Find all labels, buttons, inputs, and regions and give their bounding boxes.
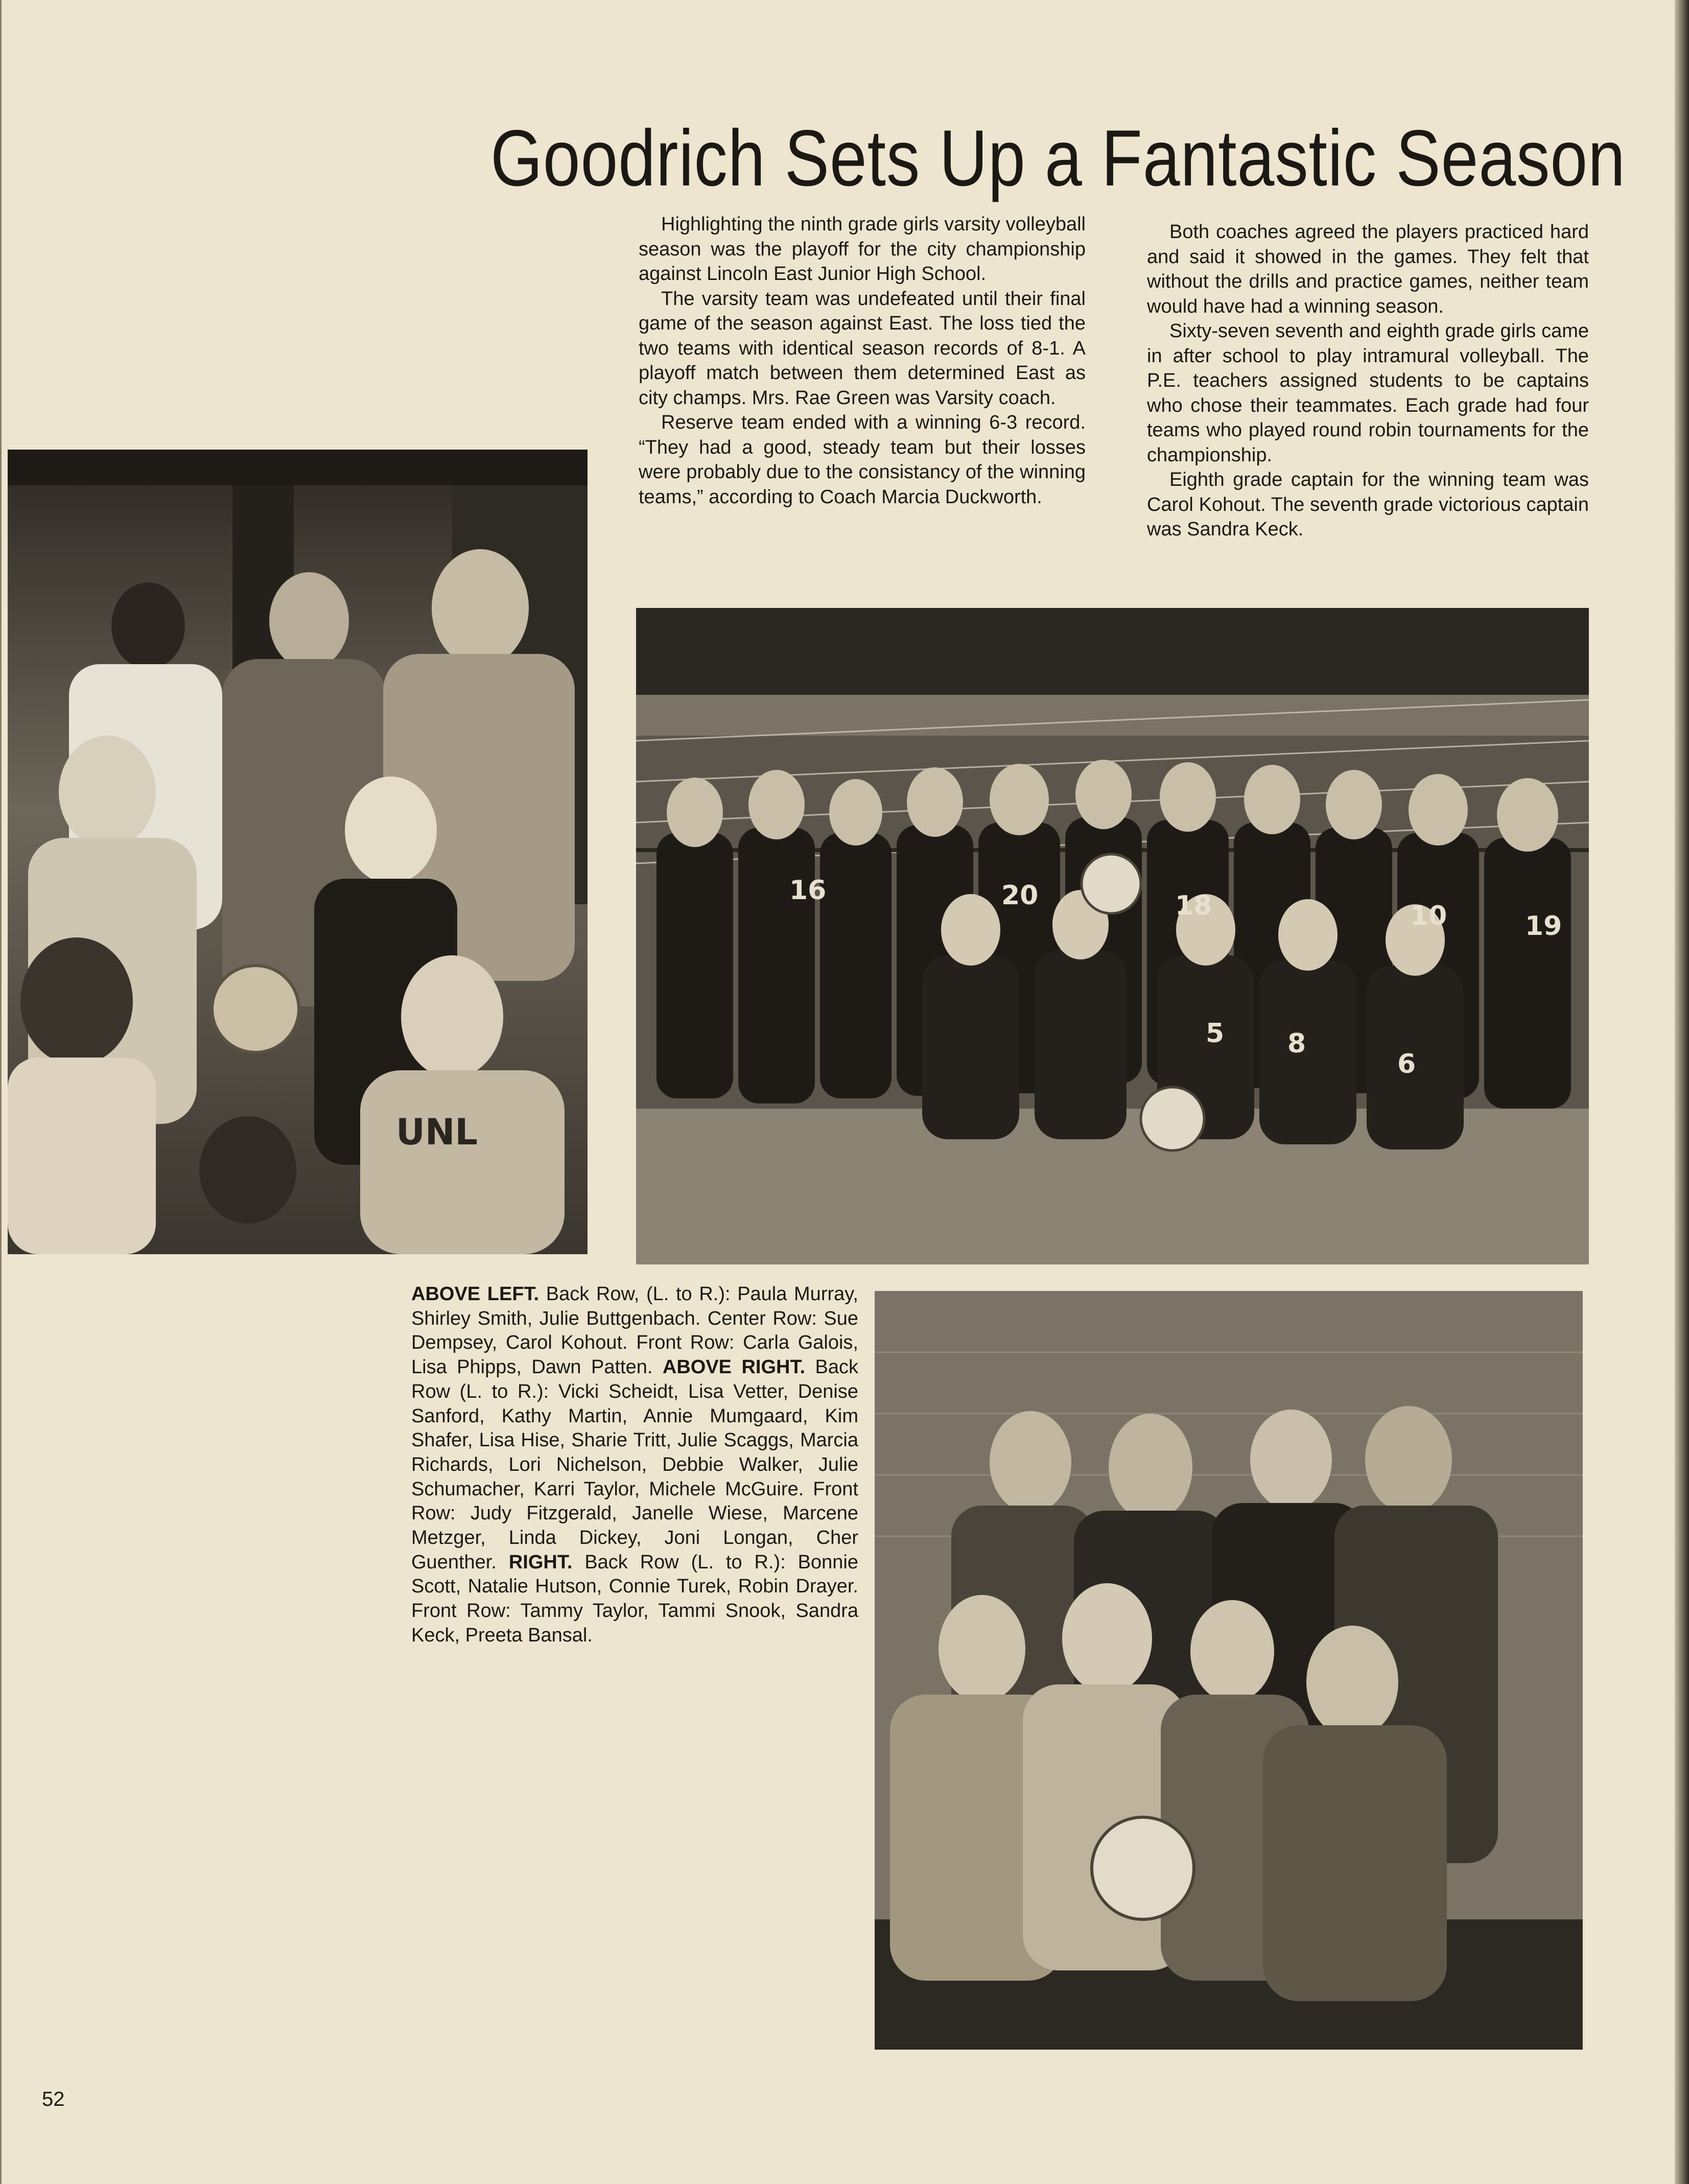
article-column-1: [639, 212, 1086, 509]
page-edge-shadow: [1675, 0, 1689, 2184]
jersey-number: 20: [1001, 880, 1039, 911]
shirt-text: UNL: [396, 1111, 478, 1153]
caption-label-right: RIGHT.: [508, 1551, 573, 1573]
page-number: 52: [42, 2088, 65, 2110]
paragraph: The varsity team was undefeated until their final game of the season against East. The loss tied the two teams with identical season records of 8-1. A playoff match between them determined East as city champs. Mrs. Rae Green was Varsity coach.: [639, 288, 1086, 409]
paragraph: Sixty-seven seventh and eighth grade girls came in after school to play intramural volleyball. The P.E. teachers assigned students to be captains who chose their teammates. Each grade had four teams who played round robin tournaments for the championship.: [1147, 320, 1589, 466]
headline: Goodrich Sets Up a Fantastic Season: [490, 114, 1626, 203]
paragraph: Both coaches agreed the players practiced hard and said it showed in the games. They felt that without the drills and practice games, neither team would have had a winning season.: [1147, 221, 1589, 317]
photo-above-right: [636, 608, 1589, 1264]
jersey-number: 19: [1525, 911, 1562, 942]
caption-text-right: Back Row (L. to R.): Bonnie Scott, Natalie Hutson, Connie Turek, Robin Drayer. Front Row: Tammy Taylor, Tammi Snook, Sandra Keck, Preeta Bansal.: [411, 1551, 858, 1646]
caption-label-above-left: ABOVE LEFT.: [411, 1283, 539, 1305]
paragraph: Highlighting the ninth grade girls varsity volleyball season was the playoff for the city championship against Lincoln East Junior High School.: [639, 214, 1086, 285]
article-column-2: [1147, 220, 1589, 542]
caption-label-above-right: ABOVE RIGHT.: [662, 1356, 806, 1378]
photo-right: [875, 1291, 1583, 2050]
page-spine: [0, 0, 2, 2184]
jersey-number: 16: [789, 875, 827, 906]
caption-text-above-left: Back Row, (L. to R.): Paula Murray, Shirley Smith, Julie Buttgenbach. Center Row: Sue Dempsey, Carol Kohout. Front Row: Carla Galois, Lisa Phipps, Dawn Patten.: [411, 1283, 858, 1378]
jersey-number: 6: [1397, 1049, 1416, 1079]
photo-above-left: [8, 450, 588, 1254]
jersey-number: 8: [1287, 1028, 1306, 1059]
caption-text-above-right: Back Row (L. to R.): Vicki Scheidt, Lisa Vetter, Denise Sanford, Kathy Martin, Annie Mumgaard, Kim Shafer, Lisa Hise, Sharie Tritt, Julie Scaggs, Marcia Richards, Lori Nichelson, Debbie Walker, Julie Schumacher, Karri Taylor, Michele McGuire. Front Row: Judy Fitzgerald, Janelle Wiese, Marcene Metzger, Linda Dickey, Joni Longan, Cher Guenther.: [411, 1356, 858, 1573]
paragraph: Eighth grade captain for the winning team was Carol Kohout. The seventh grade victorious captain was Sandra Keck.: [1147, 469, 1589, 540]
jersey-number: 5: [1206, 1018, 1225, 1049]
photo-caption: [411, 1282, 858, 1648]
jersey-number: 10: [1410, 901, 1447, 931]
jersey-number: 18: [1175, 890, 1212, 921]
paragraph: Reserve team ended with a winning 6-3 record. “They had a good, steady team but their losses were probably due to the consistancy of the winning teams,” according to Coach Marcia Duckworth.: [639, 412, 1086, 508]
